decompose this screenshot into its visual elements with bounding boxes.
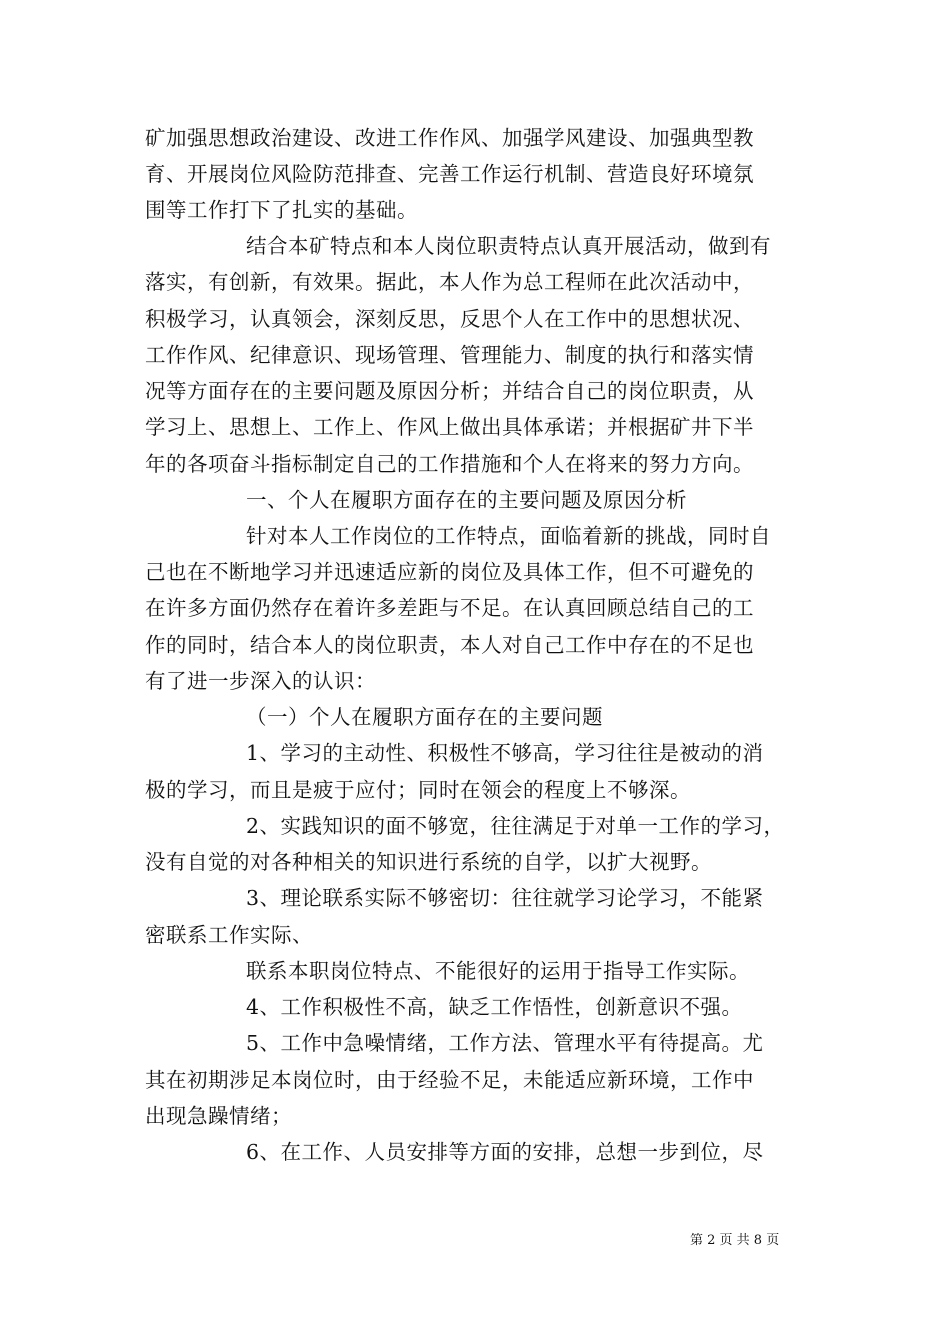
text-line: 己也在不断地学习并迅速适应新的岗位及具体工作，但不可避免的: [145, 560, 754, 584]
text-line: 结合本矿特点和本人岗位职责特点认真开展活动，做到有: [246, 234, 771, 258]
subsection-heading: （一）个人在履职方面存在的主要问题: [246, 705, 603, 729]
list-item-text: 联系本职岗位特点、不能很好的运用于指导工作实际。: [246, 959, 750, 983]
text-line: 矿加强思想政治建设、改进工作作风、加强学风建设、加强典型教: [145, 126, 754, 150]
text-line: 学习上、思想上、工作上、作风上做出具体承诺；并根据矿井下半: [145, 415, 754, 439]
list-item-text: 5、工作中急噪情绪，工作方法、管理水平有待提高。尤: [246, 1031, 764, 1055]
list-item-text: 密联系工作实际、: [145, 923, 313, 947]
text-line: 在许多方面仍然存在着许多差距与不足。在认真回顾总结自己的工: [145, 596, 754, 620]
list-item-text: 1、学习的主动性、积极性不够高，学习往往是被动的消: [246, 741, 764, 765]
section-heading: 一、个人在履职方面存在的主要问题及原因分析: [246, 488, 687, 512]
list-item-text: 其在初期涉足本岗位时，由于经验不足，未能适应新环境，工作中: [145, 1068, 754, 1092]
text-line: 针对本人工作岗位的工作特点，面临着新的挑战，同时自: [246, 524, 771, 548]
text-line: 围等工作打下了扎实的基础。: [145, 198, 418, 222]
text-line: 积极学习，认真领会，深刻反思，反思个人在工作中的思想状况、: [145, 307, 754, 331]
text-line: 况等方面存在的主要问题及原因分析；并结合自己的岗位职责，从: [145, 379, 754, 403]
text-line: 落实，有创新，有效果。据此，本人作为总工程师在此次活动中，: [145, 270, 754, 294]
list-item-text: 极的学习，而且是疲于应付；同时在领会的程度上不够深。: [145, 778, 691, 802]
text-line: 年的各项奋斗指标制定自己的工作措施和个人在将来的努力方向。: [145, 452, 754, 476]
text-line: 工作作风、纪律意识、现场管理、管理能力、制度的执行和落实情: [145, 343, 754, 367]
list-item-text: 3、理论联系实际不够密切：往往就学习论学习，不能紧: [246, 886, 764, 910]
list-item-text: 出现急躁情绪；: [145, 1104, 292, 1128]
page-number-footer: 第 2 页 共 8 页: [690, 1233, 780, 1248]
list-item-text: 4、工作积极性不高，缺乏工作悟性，创新意识不强。: [246, 995, 743, 1019]
list-item-text: 2、实践知识的面不够宽，往往满足于对单一工作的学习，: [246, 814, 785, 838]
text-line: 有了进一步深入的认识：: [145, 669, 376, 693]
text-line: 作的同时，结合本人的岗位职责，本人对自己工作中存在的不足也: [145, 633, 754, 657]
list-item-text: 6、在工作、人员安排等方面的安排，总想一步到位，尽: [246, 1140, 764, 1164]
text-line: 育、开展岗位风险防范排查、完善工作运行机制、营造良好环境氛: [145, 162, 754, 186]
list-item-text: 没有自觉的对各种相关的知识进行系统的自学，以扩大视野。: [145, 850, 712, 874]
